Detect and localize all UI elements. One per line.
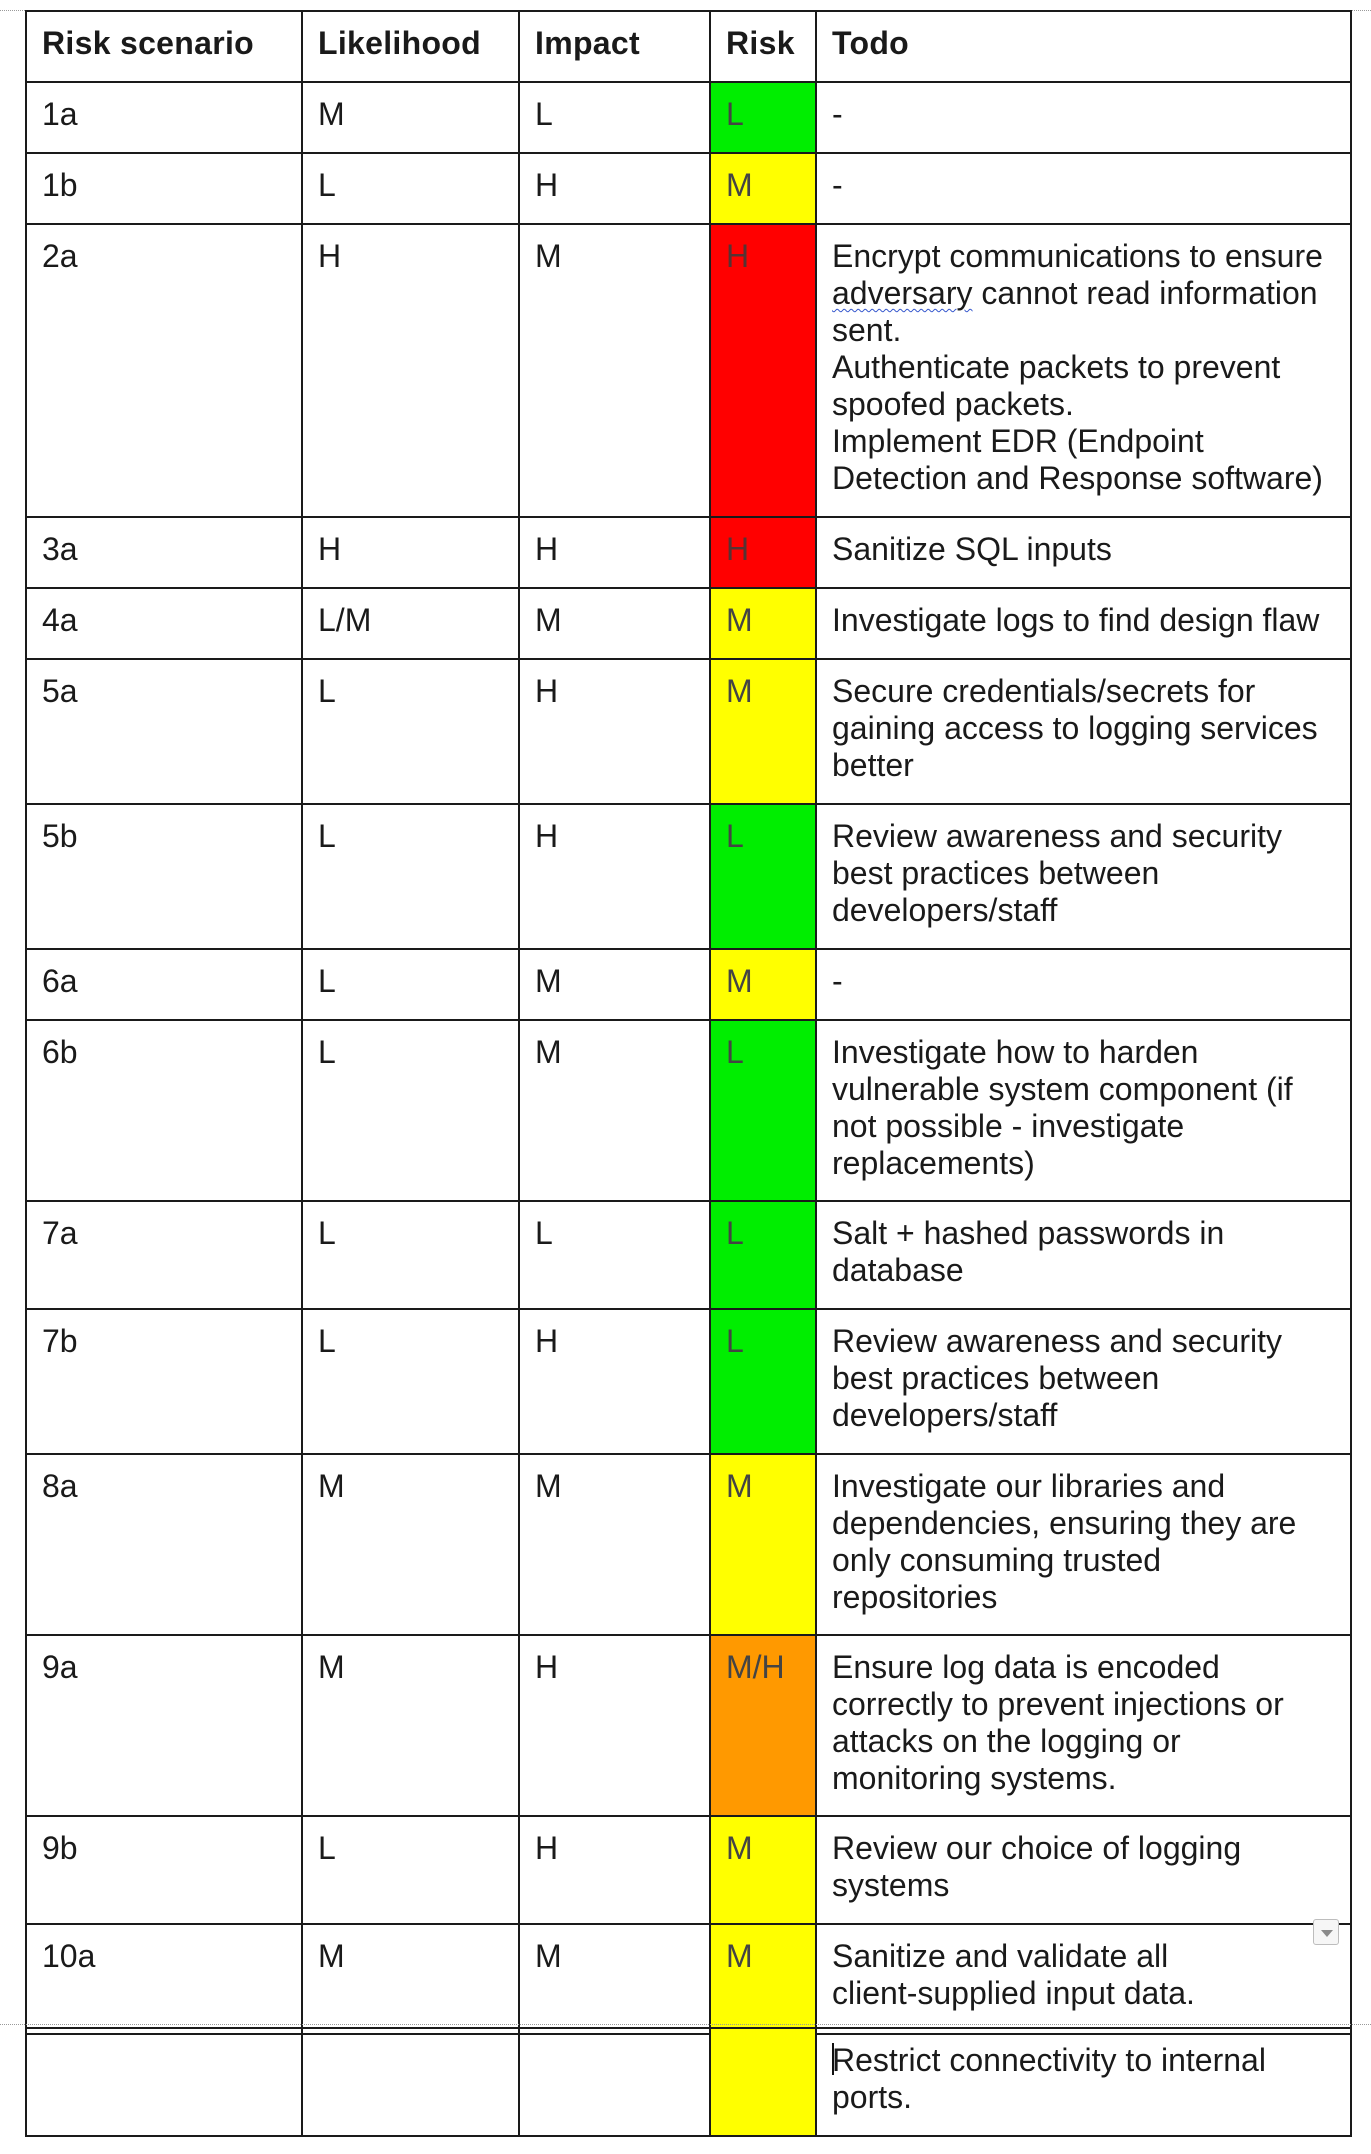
todo-cell[interactable]	[816, 1201, 1351, 1309]
likelihood-cell[interactable]: M	[302, 1924, 519, 2034]
scenario-cell[interactable]: 5a	[26, 659, 302, 804]
impact-cell[interactable]: L	[519, 82, 710, 153]
impact-cell[interactable]	[519, 2028, 710, 2136]
likelihood-cell[interactable]: L	[302, 1020, 519, 1201]
header-risk: Risk	[710, 11, 816, 82]
table-row	[26, 1454, 1351, 1635]
risk-cell[interactable]: L	[710, 1020, 816, 1201]
todo-line: monitoring systems.	[832, 1760, 1117, 1796]
scenario-cell[interactable]: 4a	[26, 588, 302, 659]
likelihood-cell[interactable]: L	[302, 804, 519, 949]
table-row	[26, 82, 1351, 153]
todo-line: better	[832, 747, 914, 783]
todo-line: Sanitize SQL inputs	[832, 531, 1112, 567]
impact-cell[interactable]: M	[519, 1454, 710, 1635]
todo-line: Detection and Response software)	[832, 460, 1323, 496]
header-row	[26, 11, 1351, 82]
todo-line: best practices between	[832, 1360, 1160, 1396]
table-row	[26, 2028, 1351, 2136]
likelihood-cell[interactable]: L	[302, 1201, 519, 1309]
todo-cell[interactable]	[816, 2028, 1351, 2136]
todo-cell[interactable]	[816, 1924, 1351, 2034]
risk-cell[interactable]: M	[710, 1454, 816, 1635]
todo-line: best practices between	[832, 855, 1160, 891]
scenario-cell[interactable]: 8a	[26, 1454, 302, 1635]
header-todo: Todo	[816, 11, 1351, 82]
todo-line: only consuming trusted	[832, 1542, 1162, 1578]
table-row	[26, 1201, 1351, 1309]
impact-cell[interactable]: H	[519, 659, 710, 804]
risk-cell[interactable]: M	[710, 1924, 816, 2034]
impact-cell[interactable]: H	[519, 517, 710, 588]
todo-cell[interactable]	[816, 1816, 1351, 1924]
table-row	[26, 804, 1351, 949]
cell-dropdown-icon[interactable]	[1313, 1919, 1339, 1945]
todo-line: Investigate our libraries and	[832, 1468, 1226, 1504]
todo-line: Review our choice of logging	[832, 1830, 1242, 1866]
risk-cell[interactable]: L	[710, 82, 816, 153]
header-risk-scenario: Risk scenario	[26, 11, 302, 82]
todo-line: vulnerable system component (if	[832, 1071, 1293, 1107]
risk-cell[interactable]: M	[710, 1816, 816, 1924]
table-row	[26, 1309, 1351, 1454]
header-impact: Impact	[519, 11, 710, 82]
todo-line: dependencies, ensuring they are	[832, 1505, 1297, 1541]
scenario-cell[interactable]: 2a	[26, 224, 302, 517]
risk-cell[interactable]: M/H	[710, 1635, 816, 1816]
table-row	[26, 224, 1351, 517]
todo-line: Investigate logs to find design flaw	[832, 602, 1320, 638]
todo-cell[interactable]	[816, 1635, 1351, 1816]
impact-cell[interactable]: M	[519, 224, 710, 517]
likelihood-cell[interactable]: H	[302, 517, 519, 588]
todo-line: Review awareness and security	[832, 818, 1282, 854]
scenario-cell[interactable]: 9a	[26, 1635, 302, 1816]
todo-line: developers/staff	[832, 892, 1058, 928]
todo-line: developers/staff	[832, 1397, 1058, 1433]
scenario-cell[interactable]: 1b	[26, 153, 302, 224]
todo-line: Salt + hashed passwords in	[832, 1215, 1225, 1251]
todo-line: correctly to prevent injections or	[832, 1686, 1284, 1722]
todo-cell[interactable]	[816, 949, 1351, 1020]
todo-line: Encrypt communications to ensure	[832, 238, 1323, 274]
risk-table	[25, 10, 1352, 2035]
todo-line: gaining access to logging services	[832, 710, 1318, 746]
likelihood-cell[interactable]: L	[302, 153, 519, 224]
scenario-cell[interactable]: 5b	[26, 804, 302, 949]
todo-line: Review awareness and security	[832, 1323, 1282, 1359]
todo-cell[interactable]	[816, 224, 1351, 517]
todo-line: Sanitize and validate all	[832, 1938, 1169, 1974]
todo-cell[interactable]	[816, 588, 1351, 659]
todo-cell[interactable]	[816, 1454, 1351, 1635]
risk-cell[interactable]: H	[710, 224, 816, 517]
risk-cell[interactable]: M	[710, 153, 816, 224]
scenario-cell[interactable]: 10a	[26, 1924, 302, 2034]
likelihood-cell[interactable]: L	[302, 1309, 519, 1454]
impact-cell[interactable]: H	[519, 804, 710, 949]
risk-cell[interactable]	[710, 2028, 816, 2136]
likelihood-cell[interactable]: M	[302, 1635, 519, 1816]
page-break-line	[0, 2024, 1371, 2025]
todo-cell[interactable]	[816, 82, 1351, 153]
spellcheck-word[interactable]: adversary	[832, 275, 973, 311]
todo-line-rest: cannot read information	[981, 275, 1318, 311]
impact-cell[interactable]: H	[519, 1309, 710, 1454]
table-row	[26, 1924, 1351, 2034]
scenario-cell[interactable]: 6b	[26, 1020, 302, 1201]
todo-line: ports.	[832, 2079, 913, 2115]
likelihood-cell[interactable]	[302, 2028, 519, 2136]
todo-line: systems	[832, 1867, 950, 1903]
risk-cell[interactable]: L	[710, 1309, 816, 1454]
todo-line: sent.	[832, 312, 902, 348]
todo-line: replacements)	[832, 1145, 1035, 1181]
todo-line: -	[832, 96, 843, 132]
table-row	[26, 588, 1351, 659]
todo-cell[interactable]	[816, 153, 1351, 224]
todo-cell[interactable]	[816, 1309, 1351, 1454]
table-row	[26, 517, 1351, 588]
risk-cell[interactable]: M	[710, 949, 816, 1020]
likelihood-cell[interactable]: L	[302, 659, 519, 804]
scenario-cell[interactable]: 3a	[26, 517, 302, 588]
todo-line: Restrict connectivity to internal	[832, 2042, 1266, 2078]
todo-line: spoofed packets.	[832, 386, 1074, 422]
table-row	[26, 949, 1351, 1020]
impact-cell[interactable]: M	[519, 1924, 710, 2034]
todo-line: Implement EDR (Endpoint	[832, 423, 1204, 459]
likelihood-cell[interactable]: L	[302, 1816, 519, 1924]
scenario-cell[interactable]: 6a	[26, 949, 302, 1020]
risk-cell[interactable]: M	[710, 659, 816, 804]
likelihood-cell[interactable]: L	[302, 949, 519, 1020]
header-likelihood: Likelihood	[302, 11, 519, 82]
todo-cell[interactable]	[816, 659, 1351, 804]
todo-line: client-supplied input data.	[832, 1975, 1195, 2011]
scenario-cell[interactable]	[26, 2028, 302, 2136]
scenario-cell[interactable]: 1a	[26, 82, 302, 153]
todo-cell[interactable]	[816, 517, 1351, 588]
todo-line: repositories	[832, 1579, 998, 1615]
risk-cell[interactable]: H	[710, 517, 816, 588]
risk-cell[interactable]: L	[710, 1201, 816, 1309]
table-row	[26, 153, 1351, 224]
todo-line: not possible - investigate	[832, 1108, 1185, 1144]
impact-cell[interactable]: H	[519, 153, 710, 224]
impact-cell[interactable]: H	[519, 1816, 710, 1924]
risk-table-continued	[25, 2027, 1352, 2137]
todo-line: -	[832, 963, 843, 999]
impact-cell[interactable]: H	[519, 1635, 710, 1816]
scenario-cell[interactable]: 9b	[26, 1816, 302, 1924]
likelihood-cell[interactable]: L/M	[302, 588, 519, 659]
scenario-cell[interactable]: 7a	[26, 1201, 302, 1309]
impact-cell[interactable]: M	[519, 949, 710, 1020]
likelihood-cell[interactable]: M	[302, 1454, 519, 1635]
impact-cell[interactable]: M	[519, 1020, 710, 1201]
impact-cell[interactable]: M	[519, 588, 710, 659]
todo-line: Authenticate packets to prevent	[832, 349, 1281, 385]
todo-cell[interactable]	[816, 804, 1351, 949]
likelihood-cell[interactable]: M	[302, 82, 519, 153]
todo-line: Secure credentials/secrets for	[832, 673, 1256, 709]
todo-line: database	[832, 1252, 964, 1288]
table-row	[26, 659, 1351, 804]
todo-line: -	[832, 167, 843, 203]
table-row	[26, 1816, 1351, 1924]
risk-cell[interactable]: L	[710, 804, 816, 949]
table-row	[26, 1020, 1351, 1201]
todo-line: Investigate how to harden	[832, 1034, 1199, 1070]
table-row	[26, 1635, 1351, 1816]
todo-line: Ensure log data is encoded	[832, 1649, 1220, 1685]
risk-cell[interactable]: M	[710, 588, 816, 659]
todo-line: attacks on the logging or	[832, 1723, 1181, 1759]
likelihood-cell[interactable]: H	[302, 224, 519, 517]
impact-cell[interactable]: L	[519, 1201, 710, 1309]
todo-cell[interactable]	[816, 1020, 1351, 1201]
scenario-cell[interactable]: 7b	[26, 1309, 302, 1454]
